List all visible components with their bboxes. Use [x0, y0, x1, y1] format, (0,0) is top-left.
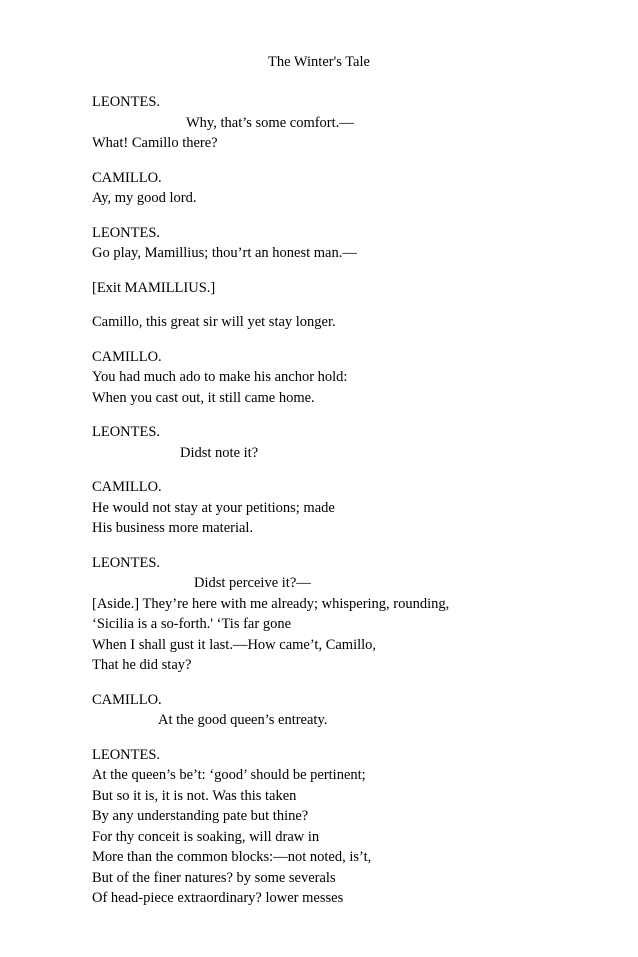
- dialogue-block: [92, 477, 598, 539]
- verse-line: That he did stay?: [92, 657, 192, 673]
- verse-line: Go play, Mamillius; thou’rt an honest man.—: [92, 245, 357, 261]
- verse-line: When you cast out, it still came home.: [92, 389, 315, 406]
- play-text: [92, 92, 598, 923]
- speaker-name: CAMILLO.: [92, 691, 162, 708]
- verse-line: What! Camillo there?: [92, 135, 218, 151]
- verse-line: But of the finer natures? by some severals: [92, 869, 336, 886]
- verse-line: Didst perceive it?—: [194, 575, 311, 591]
- verse-line: For thy conceit is soaking, will draw in: [92, 828, 320, 845]
- speaker-name: CAMILLO.: [92, 479, 162, 495]
- speaker-name: LEONTES.: [92, 554, 161, 571]
- dialogue-block: [92, 745, 598, 909]
- verse-line: But so it is, it is not. Was this taken: [92, 787, 297, 804]
- speaker-name: LEONTES.: [92, 224, 161, 241]
- verse-line: Why, that’s some comfort.—: [186, 114, 354, 131]
- verse-line: He would not stay at your petitions; made: [92, 499, 335, 516]
- verse-line: Didst note it?: [180, 444, 259, 461]
- dialogue-block: [92, 347, 598, 409]
- speaker-name: CAMILLO.: [92, 348, 162, 365]
- dialogue-block: [92, 223, 598, 264]
- dialogue-block: [92, 92, 598, 154]
- verse-line: Ay, my good lord.: [92, 190, 197, 206]
- verse-line: Camillo, this great sir will yet stay longer.: [92, 314, 336, 330]
- verse-line: [Exit MAMILLIUS.]: [92, 279, 216, 296]
- dialogue-block: [92, 690, 598, 731]
- page-title: The Winter's Tale: [268, 54, 370, 70]
- verse-line: [Aside.] They’re here with me already; whispering, rounding,: [92, 595, 450, 612]
- verse-line: ‘Sicilia is a so-forth.' ‘Tis far gone: [92, 616, 292, 632]
- dialogue-block: [92, 168, 598, 209]
- speaker-name: LEONTES.: [92, 424, 161, 440]
- verse-line: By any understanding pate but thine?: [92, 808, 309, 824]
- speaker-name: CAMILLO.: [92, 169, 162, 186]
- verse-line: At the queen’s be’t: ‘good’ should be pertinent;: [92, 767, 366, 783]
- dialogue-block: [92, 278, 598, 299]
- verse-line: At the good queen’s entreaty.: [158, 712, 328, 728]
- verse-line: When I shall gust it last.—How came’t, Camillo,: [92, 636, 377, 653]
- dialogue-block: [92, 553, 598, 676]
- dialogue-block: [92, 422, 598, 463]
- dialogue-block: [92, 312, 598, 333]
- speaker-name: LEONTES.: [92, 746, 161, 763]
- speaker-name: LEONTES.: [92, 94, 161, 110]
- verse-line: Of head-piece extraordinary? lower messes: [92, 890, 344, 906]
- verse-line: His business more material.: [92, 520, 254, 536]
- verse-line: More than the common blocks:—not noted, is’t,: [92, 849, 372, 865]
- verse-line: You had much ado to make his anchor hold:: [92, 369, 348, 385]
